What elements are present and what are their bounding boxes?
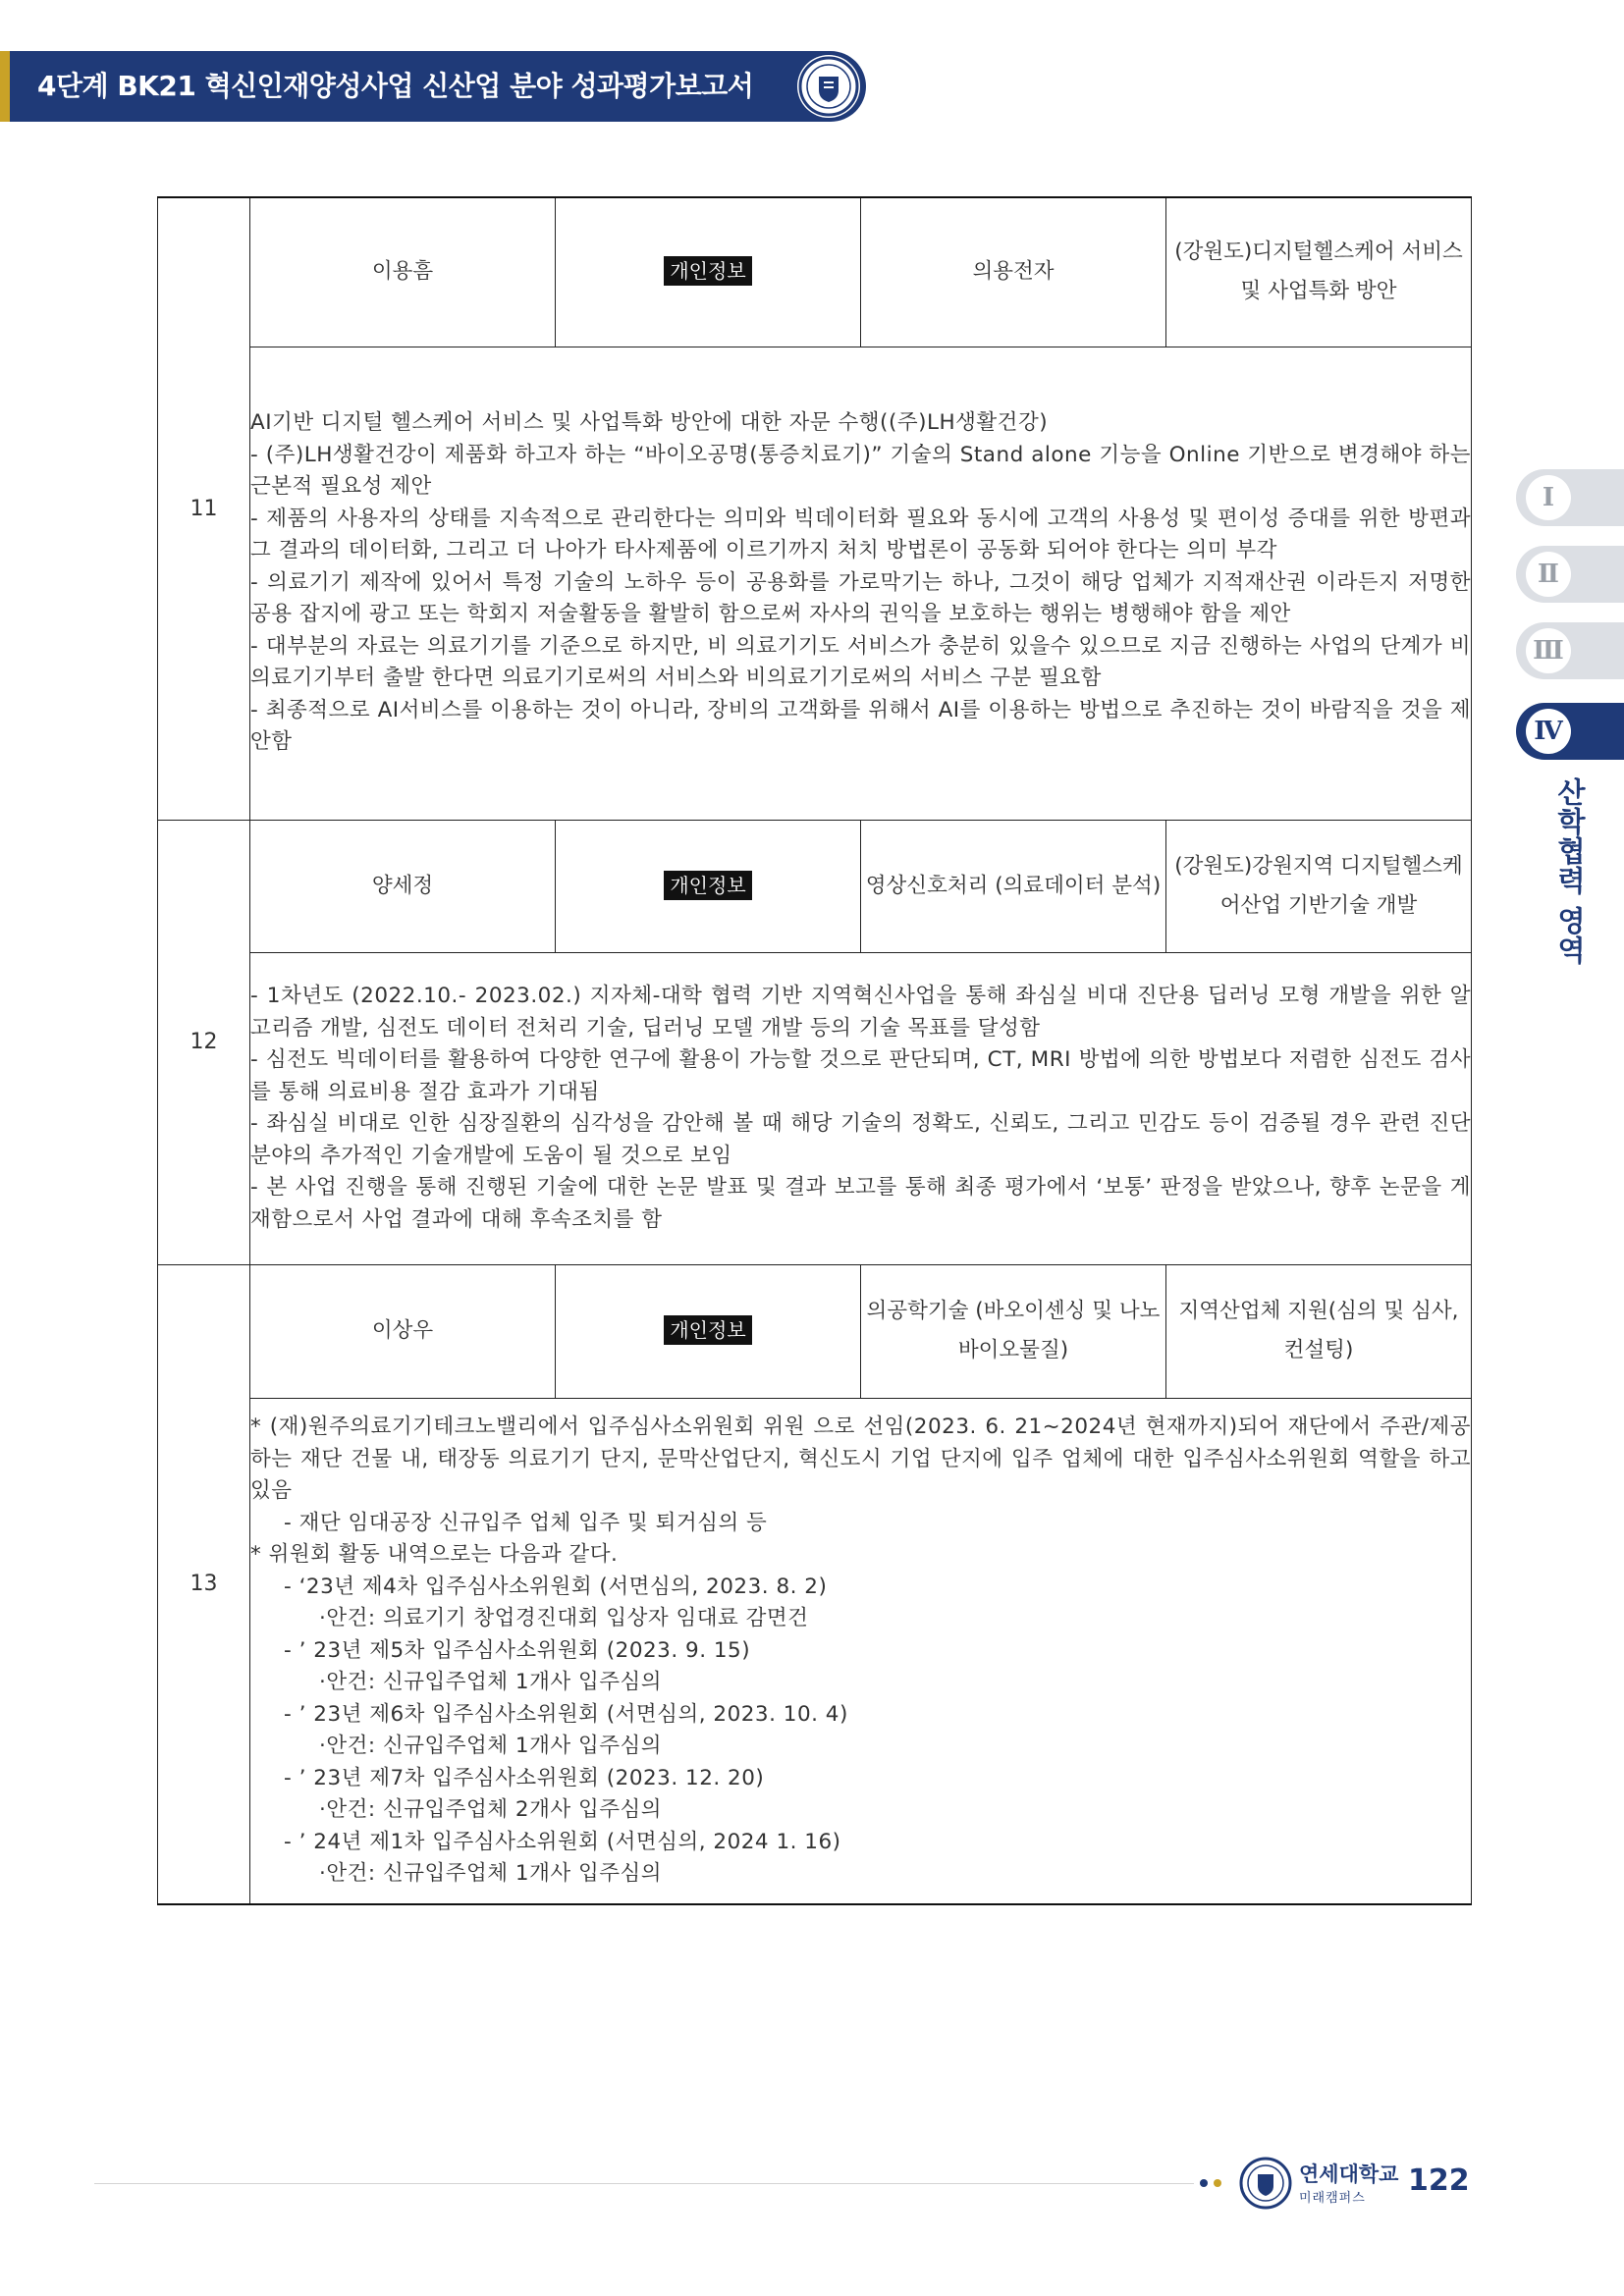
side-tab-3[interactable] [1516, 622, 1624, 679]
table-row [158, 197, 1472, 347]
activity-description [250, 347, 1472, 820]
description-line: - (주)LH생활건강이 제품화 하고자 하는 “바이오공명(통증치료기)” 기술의 Stand alone 기능을 Online 기반으로 변경해야 하는 근본적 필요성 제안 [250, 442, 1471, 500]
description-line: * 위원회 활동 내역으로는 다음과 같다. [250, 1542, 619, 1567]
description-line: - 의료기기 제작에 있어서 특정 기술의 노하우 등이 공용화를 가로막기는 하나, 그것이 해당 업체가 지적재산권 이라든지 저명한 공용 잡지에 광고 또는 학회지 저술활동을 활발히 함으로써 자사의 권익을 보호하는 행위는 병행해야 함을 제안 [250, 569, 1471, 627]
table-row-description [158, 347, 1472, 820]
table-row-description [158, 952, 1472, 1264]
footer-divider [94, 2183, 1194, 2184]
table-row [158, 820, 1472, 952]
side-tab-3-label: Ⅲ [1526, 628, 1571, 673]
description-line: - ’ 23년 제7차 입주심사소위원회 (2023. 12. 20) [284, 1765, 765, 1790]
side-tab-1-label: Ⅰ [1526, 475, 1571, 520]
page-number: 122 [1408, 2163, 1470, 2198]
research-field: 영상신호처리 (의료데이터 분석) [861, 820, 1166, 952]
description-line: ·안건: 신규입주업체 1개사 입주심의 [319, 1670, 663, 1694]
researcher-name: 이용흠 [250, 197, 556, 347]
footer-campus-name: 미래캠퍼스 [1299, 2191, 1366, 2206]
private-info-badge: 개인정보 [664, 1315, 751, 1345]
project-title: 지역산업체 지원(심의 및 심사, 컨설팅) [1166, 1264, 1472, 1398]
footer-university-name: 연세대학교 [1299, 2163, 1399, 2186]
header-title: 4단계 BK21 혁신인재양성사업 신산업 분야 성과평가보고서 [37, 70, 754, 102]
description-line: - 심전도 빅데이터를 활용하여 다양한 연구에 활용이 가능할 것으로 판단되며, CT, MRI 방법에 의한 방법보다 저렴한 심전도 검사를 통해 의료비용 절감 효과가 기대됨 [250, 1047, 1471, 1104]
header-banner [0, 51, 866, 122]
description-line: ·안건: 신규입주업체 1개사 입주심의 [319, 1861, 663, 1886]
researcher-name: 양세정 [250, 820, 556, 952]
consulting-activity-table [157, 196, 1472, 1905]
description-line: - ’ 23년 제6차 입주심사소위원회 (서면심의, 2023. 10. 4) [284, 1701, 848, 1727]
description-line: - 대부분의 자료는 의료기기를 기준으로 하지만, 비 의료기기도 서비스가 충분히 있을수 있으므로 지금 진행하는 사업의 단계가 비의료기기부터 출발 한다면 의료기기로써의 서비스와 비의료기기로써의 서비스 구분 필요함 [250, 633, 1471, 691]
description-line: - ’ 24년 제1차 입주심사소위원회 (서면심의, 2024 1. 16) [284, 1829, 841, 1854]
row-number: 11 [158, 197, 250, 820]
description-line: - 제품의 사용자의 상태를 지속적으로 관리한다는 의미와 빅데이터화 필요와 동시에 고객의 사용성 및 편이성 증대를 위한 방편과 그 결과의 데이터화, 그리고 더 나아가 타사제품에 이르기까지 처치 방법론이 공동화 되어야 한다는 의미 부각 [250, 506, 1471, 563]
footer-dot [1200, 2179, 1208, 2187]
private-info-cell [556, 820, 861, 952]
row-number: 13 [158, 1264, 250, 1904]
description-line: - 최종적으로 AI서비스를 이용하는 것이 아니라, 장비의 고객화를 위해서 AI를 이용하는 방법으로 추진하는 것이 바람직을 것을 제안함 [250, 697, 1471, 755]
research-field: 의용전자 [861, 197, 1166, 347]
university-seal-icon [1239, 2157, 1292, 2210]
side-tab-2[interactable] [1516, 546, 1624, 603]
description-line: ·안건: 신규입주업체 1개사 입주심의 [319, 1734, 663, 1758]
description-line: - 좌심실 비대로 인한 심장질환의 심각성을 감안해 볼 때 해당 기술의 정확도, 신뢰도, 그리고 민감도 등이 검증될 경우 관련 진단분야의 추가적인 기술개발에 도움이 될 것으로 보임 [250, 1111, 1471, 1168]
description-line: ·안건: 의료기기 창업경진대회 입상자 임대료 감면건 [319, 1606, 809, 1630]
description-line: - 본 사업 진행을 통해 진행된 기술에 대한 논문 발표 및 결과 보고를 통해 최종 평가에서 ‘보통’ 판정을 받았으나, 향후 논문을 게재함으로서 사업 결과에 대해 후속조치를 함 [250, 1175, 1471, 1232]
research-field: 의공학기술 (바오이센싱 및 나노바이오물질) [861, 1264, 1166, 1398]
project-title: (강원도)디지털헬스케어 서비스 및 사업특화 방안 [1166, 197, 1472, 347]
row-number: 12 [158, 820, 250, 1264]
side-tab-4-active[interactable] [1516, 703, 1624, 760]
side-tab-2-label: Ⅱ [1526, 552, 1571, 597]
researcher-name: 이상우 [250, 1264, 556, 1398]
table-row-description [158, 1398, 1472, 1904]
description-line: ·안건: 신규입주업체 2개사 입주심의 [319, 1797, 663, 1822]
university-seal-icon [797, 55, 860, 118]
private-info-cell [556, 1264, 861, 1398]
private-info-badge: 개인정보 [664, 871, 751, 900]
description-line: - 1차년도 (2022.10.- 2023.02.) 지자체-대학 협력 기반 지역혁신사업을 통해 좌심실 비대 진단용 딥러닝 모형 개발을 위한 알고리즘 개발, 심전도 데이터 전처리 기술, 딥러닝 모델 개발 등의 기술 목표를 달성함 [250, 984, 1471, 1041]
activity-description [250, 952, 1472, 1264]
header-accent-bar [0, 51, 10, 122]
description-line: - 재단 임대공장 신규입주 업체 입주 및 퇴거심의 등 [284, 1510, 768, 1535]
project-title: (강원도)강원지역 디지털헬스케어산업 기반기술 개발 [1166, 820, 1472, 952]
table-row [158, 1264, 1472, 1398]
description-line: * (재)원주의료기기테크노밸리에서 입주심사소위원회 위원 으로 선임(2023. 6. 21~2024년 현재까지)되어 재단에서 주관/제공하는 재단 건물 내, 태장동 의료기기 단지, 문막산업단지, 혁신도시 기업 단지에 입주 업체에 대한 입주심사소위원회 역할을 하고 있음 [250, 1415, 1471, 1503]
private-info-badge: 개인정보 [664, 256, 751, 286]
description-line: - ‘23년 제4차 입주심사소위원회 (서면심의, 2023. 8. 2) [284, 1574, 828, 1599]
footer-dot [1214, 2179, 1221, 2187]
side-tab-1[interactable] [1516, 469, 1624, 526]
side-section-label: 산학협력 영역 [1553, 777, 1587, 966]
activity-description [250, 1398, 1472, 1904]
description-line: AI기반 디지털 헬스케어 서비스 및 사업특화 방안에 대한 자문 수행((주)LH생활건강) [250, 410, 1049, 436]
description-line: - ’ 23년 제5차 입주심사소위원회 (2023. 9. 15) [284, 1637, 751, 1663]
private-info-cell [556, 197, 861, 347]
side-tab-4-label: Ⅳ [1526, 709, 1571, 754]
